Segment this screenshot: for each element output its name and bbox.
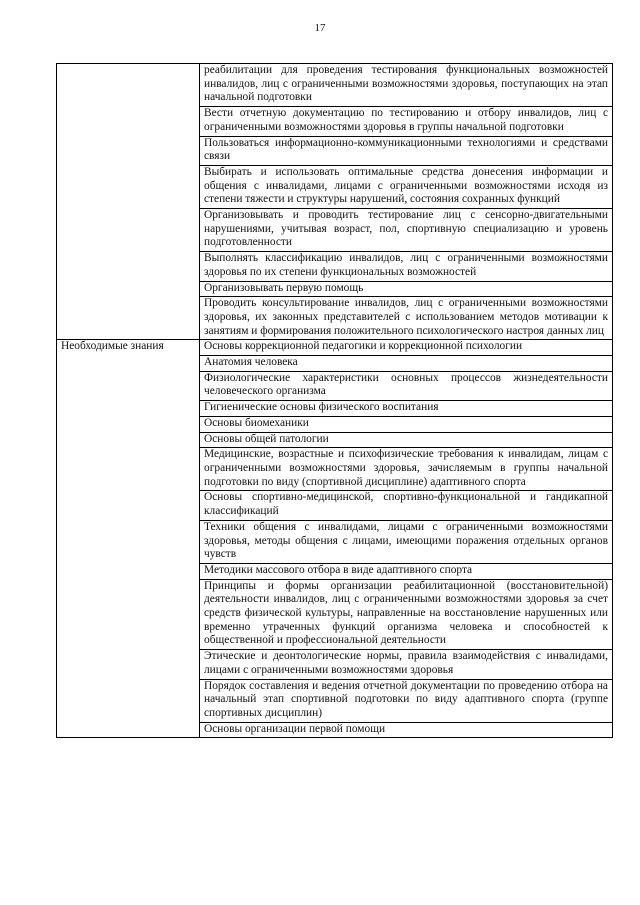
row-label-cell xyxy=(57,64,200,340)
requirements-table xyxy=(56,63,613,738)
row-text: реабилитации для проведения тестирования функциональных возможностей инвалидов, лиц с ограниченными возможностями здоровья, поступающих на этап начальной подготовки xyxy=(200,64,613,107)
knowledge-item: Физиологические характеристики основных процессов жизнедеятельности человеческого организма xyxy=(200,371,613,400)
knowledge-item: Анатомия человека xyxy=(200,356,613,372)
knowledge-item: Основы биомеханики xyxy=(200,416,613,432)
knowledge-item: Этические и деонтологические нормы, правила взаимодействия с инвалидами, лицами с ограниченными возможностями здоровья xyxy=(200,650,613,679)
row-text: Проводить консультирование инвалидов, лиц с ограниченными возможностями здоровья, их законных представителей с использованием методов мотивации к занятиям и формирования положительного психологического настроя данных лиц xyxy=(200,297,613,340)
knowledge-item: Техники общения с инвалидами, лицами с ограниченными возможностями здоровья, методы общения с лицами, имеющими поражения отдельных органов чувств xyxy=(200,520,613,563)
knowledge-item: Основы общей патологии xyxy=(200,432,613,448)
row-text: Выбирать и использовать оптимальные средства донесения информации и общения с инвалидами, лицами с ограниченными возможностями исходя из степени тяжести и структуры нарушений, состояния сохранных функций xyxy=(200,165,613,208)
page-number: 17 xyxy=(314,22,326,34)
knowledge-item: Основы спортивно-медицинской, спортивно-функциональной и гандикапной классификаций xyxy=(200,491,613,520)
row-text: Пользоваться информационно-коммуникационными технологиями и средствами связи xyxy=(200,136,613,165)
knowledge-item: Методики массового отбора в виде адаптивного спорта xyxy=(200,563,613,579)
knowledge-item: Гигиенические основы физического воспитания xyxy=(200,401,613,417)
knowledge-label: Необходимые знания xyxy=(57,340,200,738)
row-text: Вести отчетную документацию по тестированию и отбору инвалидов, лиц с ограниченными возможностями здоровья в группы начальной подготовки xyxy=(200,107,613,136)
knowledge-item: Принципы и формы организации реабилитационной (восстановительной) деятельности инвалидов, лиц с ограниченными возможностями здоровья за счет средств физической культуры, направленные на восстановление нарушенных или временно утраченных функций организма человека и способностей к общественной и профессиональной деятельности xyxy=(200,579,613,650)
row-text: Выполнять классификацию инвалидов, лиц с ограниченными возможностями здоровья по их степени функциональных возможностей xyxy=(200,252,613,281)
knowledge-item: Порядок составления и ведения отчетной документации по проведению отбора на начальный этап спортивной подготовки по виду адаптивного спорта (группе спортивных дисциплин) xyxy=(200,679,613,722)
table-row xyxy=(57,340,613,356)
row-text: Организовывать и проводить тестирование лиц с сенсорно-двигательными нарушениями, учитывая возраст, пол, спортивную специализацию и уровень подготовленности xyxy=(200,209,613,252)
table-row xyxy=(57,64,613,107)
row-text: Организовывать первую помощь xyxy=(200,281,613,297)
knowledge-item: Основы коррекционной педагогики и коррекционной психологии xyxy=(200,340,613,356)
knowledge-item: Медицинские, возрастные и психофизические требования к инвалидам, лицам с ограниченными возможностями здоровья, зачисляемым в группы начальной подготовки по виду (спортивной дисциплине) адаптивного спорта xyxy=(200,448,613,491)
knowledge-item: Основы организации первой помощи xyxy=(200,722,613,738)
